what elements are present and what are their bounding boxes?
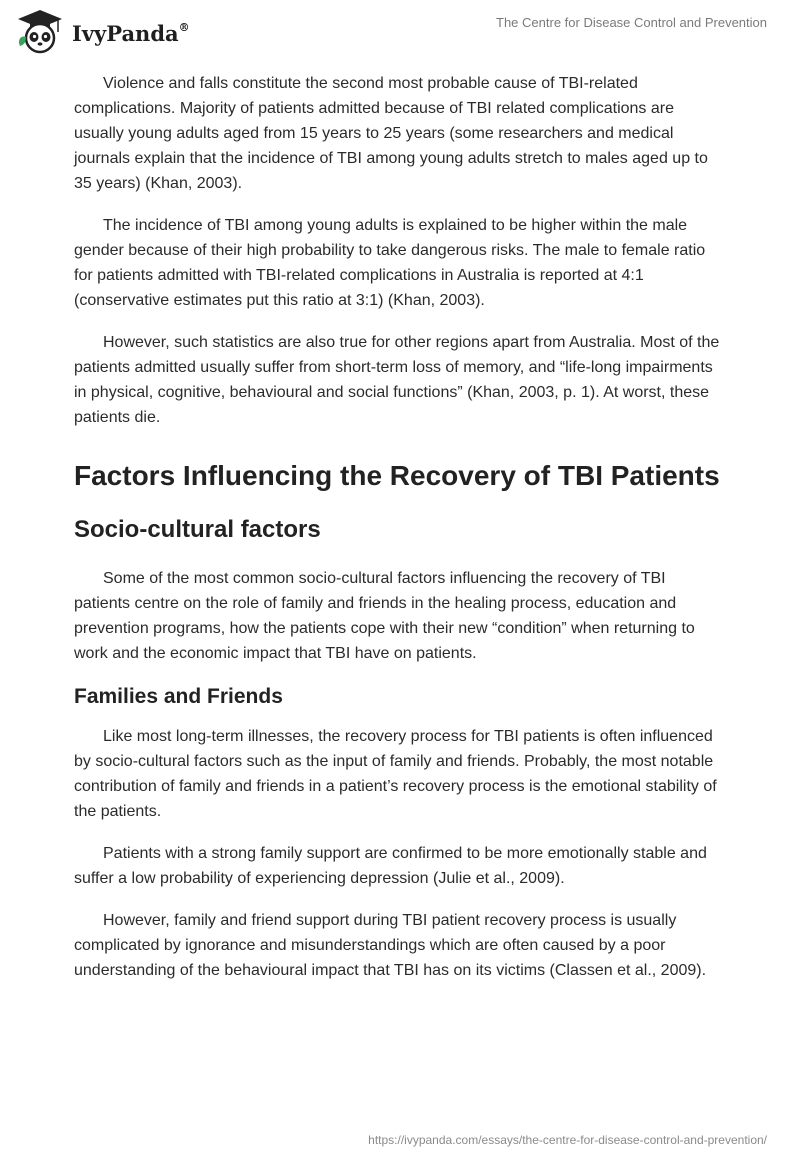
- subsubsection-heading: Families and Friends: [74, 685, 283, 708]
- page-header: [0, 0, 800, 60]
- section-heading: Factors Influencing the Recovery of TBI Patients: [74, 460, 720, 491]
- subsection-heading: Socio-cultural factors: [74, 516, 321, 543]
- paragraph: Violence and falls constitute the second most probable cause of TBI-related complications. Majority of patients admitted because of TBI related complications are usually young adults aged from 15 years to 25 years (some researchers and medical journals explain that the incidence of TBI among young adults stretch to males aged up to 35 years) (Khan, 2003).: [74, 75, 708, 192]
- paragraph: Like most long-term illnesses, the recovery process for TBI patients is often influenced by socio-cultural factors such as the input of family and friends. Probably, the most notable contribution of family and friends in a patient’s recovery process is the emotional stability of the patients.: [74, 728, 717, 820]
- source-url[interactable]: https://ivypanda.com/essays/the-centre-for-disease-control-and-prevention/: [368, 1133, 767, 1147]
- paragraph: Patients with a strong family support are confirmed to be more emotionally stable and suffer a low probability of experiencing depression (Julie et al., 2009).: [74, 845, 707, 887]
- ivypanda-logo[interactable]: [14, 8, 190, 54]
- paragraph: However, family and friend support during TBI patient recovery process is usually complicated by ignorance and misunderstandings which are often caused by a poor understanding of the behavioural impact that TBI has on its victims (Classen et al., 2009).: [74, 912, 707, 979]
- document-title: The Centre for Disease Control and Prevention: [496, 15, 767, 30]
- brand-name: IvyPanda®: [72, 20, 190, 46]
- paragraph: Some of the most common socio-cultural factors influencing the recovery of TBI patients centre on the role of family and friends in the healing process, education and prevention programs, how the patients cope with their new “condition” when returning to work and the economic impact that TBI have on patients.: [74, 570, 695, 662]
- article-body: [74, 71, 726, 1000]
- paragraph: The incidence of TBI among young adults is explained to be higher within the male gender because of their high probability to take dangerous risks. The male to female ratio for patients admitted with TBI-related complications in Australia is reported at 4:1 (conservative estimates put this ratio at 3:1) (Khan, 2003).: [74, 217, 706, 309]
- panda-graduate-icon: [14, 8, 66, 54]
- paragraph: However, such statistics are also true for other regions apart from Australia. Most of the patients admitted usually suffer from short-term loss of memory, and “life-long impairments in physical, cognitive, behavioural and social functions” (Khan, 2003, p. 1). At worst, these patients die.: [74, 334, 720, 426]
